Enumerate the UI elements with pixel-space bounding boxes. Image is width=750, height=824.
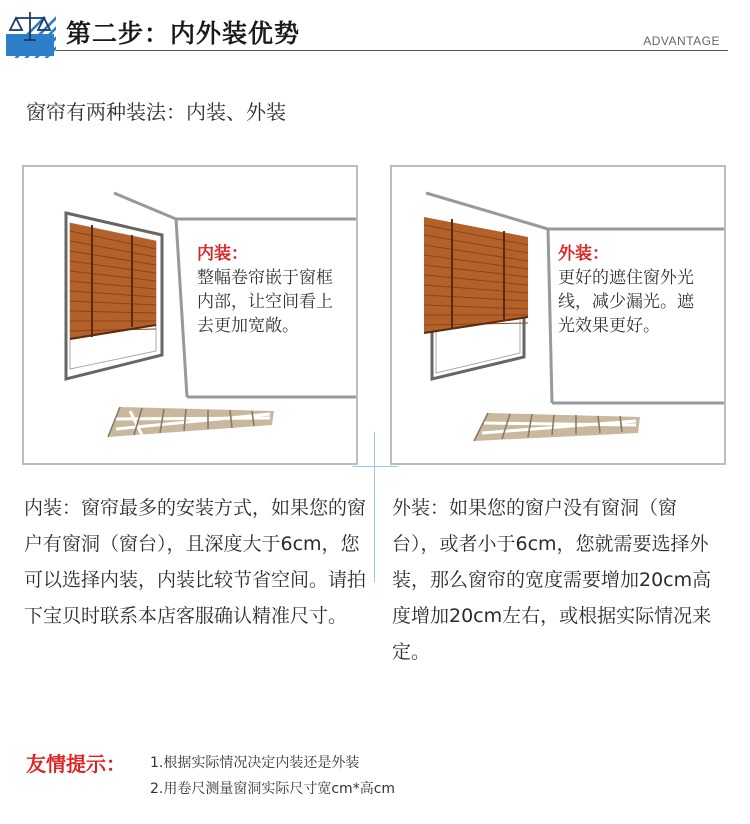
outer-mount-note xyxy=(558,242,708,338)
header-subtitle: ADVANTAGE xyxy=(643,34,720,48)
outer-mount-illustration xyxy=(390,165,726,465)
outer-mount-text: 更好的遮住窗外光线，减少漏光。遮光效果更好。 xyxy=(558,268,694,336)
outer-mount-title: 外装： xyxy=(558,244,609,264)
tip-item: 2.用卷尺测量窗洞实际尺寸宽cm*高cm xyxy=(150,781,396,797)
tips-heading: 友情提示： xyxy=(26,752,126,776)
inner-mount-description: 内装：窗帘最多的安装方式，如果您的窗户有窗洞（窗台），且深度大于6cm，您可以选择内装，内装比较节省空间。请拍下宝贝时联系本店客服确认精准尺寸。 xyxy=(24,497,367,627)
inner-mount-note xyxy=(197,242,347,338)
inner-mount-title: 内装： xyxy=(197,244,248,264)
intro-text: 窗帘有两种装法：内装、外装 xyxy=(26,100,286,124)
center-divider-horizontal xyxy=(352,466,398,467)
outer-mount-description: 外装：如果您的窗户没有窗洞（窗台），或者小于6cm，您就需要选择外装，那么窗帘的宽度需要增加20cm高度增加20cm左右，或根据实际情况来定。 xyxy=(392,497,712,663)
inner-mount-text: 整幅卷帘嵌于窗框内部，让空间看上去更加宽敞。 xyxy=(197,268,333,336)
header-divider xyxy=(56,50,728,51)
inner-mount-illustration xyxy=(22,165,358,465)
balance-scale-icon xyxy=(4,8,56,58)
center-divider xyxy=(374,432,375,582)
page-title: 第二步：内外装优势 xyxy=(66,19,301,48)
tip-item: 1.根据实际情况决定内装还是外装 xyxy=(150,755,360,771)
